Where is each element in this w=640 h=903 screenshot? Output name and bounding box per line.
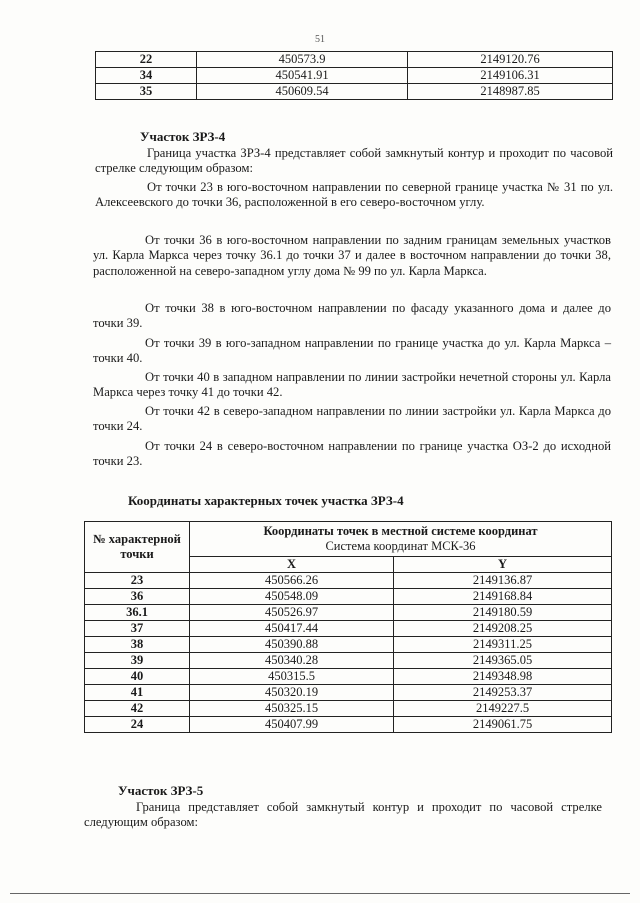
point-cell: 24 — [85, 717, 190, 733]
y-cell: 2149106.31 — [408, 68, 613, 84]
y-cell: 2149311.25 — [394, 637, 612, 653]
table-row — [85, 653, 612, 669]
point-cell: 39 — [85, 653, 190, 669]
y-cell: 2148987.85 — [408, 84, 613, 100]
point-cell: 23 — [85, 573, 190, 589]
table-row — [85, 717, 612, 733]
table-row — [85, 701, 612, 717]
top-coordinates-table — [95, 51, 613, 100]
table-row — [96, 68, 613, 84]
bottom-rule — [10, 893, 630, 894]
point-cell: 41 — [85, 685, 190, 701]
x-cell: 450340.28 — [190, 653, 394, 669]
x-cell: 450541.91 — [197, 68, 408, 84]
table-row — [85, 589, 612, 605]
table-row — [85, 573, 612, 589]
table-row — [85, 637, 612, 653]
paragraph: От точки 38 в юго-восточном направлении по фасаду указанного дома и далее до точки 39. — [93, 301, 611, 331]
table-row — [96, 52, 613, 68]
point-cell: 37 — [85, 621, 190, 637]
table-row — [85, 621, 612, 637]
x-cell: 450315.5 — [190, 669, 394, 685]
point-cell: 36.1 — [85, 605, 190, 621]
y-cell: 2149136.87 — [394, 573, 612, 589]
paragraph: Граница участка ЗРЗ-4 представляет собой замкнутый контур и проходит по часовой стрелке следующим образом: — [95, 146, 613, 176]
x-cell: 450526.97 — [190, 605, 394, 621]
point-cell: 38 — [85, 637, 190, 653]
coordinates-table-title: Координаты характерных точек участка ЗРЗ-4 — [128, 493, 404, 508]
y-cell: 2149180.59 — [394, 605, 612, 621]
coordinates-table — [84, 521, 612, 733]
point-number-header: № характерной точки — [85, 522, 190, 573]
paragraph: От точки 36 в юго-восточном направлении по задним границам земельных участков ул. Карла Маркса через точку 36.1 до точки 37 и далее в восточном направлении до точки 38, расположенной на северо-западном углу дома № 99 по ул. Карла Маркса. — [93, 233, 611, 278]
x-cell: 450390.88 — [190, 637, 394, 653]
y-cell: 2149168.84 — [394, 589, 612, 605]
point-cell: 42 — [85, 701, 190, 717]
coordinates-main-header: Координаты точек в местной системе координат — [263, 524, 538, 538]
y-cell: 2149061.75 — [394, 717, 612, 733]
x-header: X — [190, 557, 394, 573]
y-cell: 2149120.76 — [408, 52, 613, 68]
y-cell: 2149227.5 — [394, 701, 612, 717]
x-cell: 450566.26 — [190, 573, 394, 589]
page-number: 51 — [315, 34, 325, 45]
y-cell: 2149208.25 — [394, 621, 612, 637]
point-cell: 40 — [85, 669, 190, 685]
x-cell: 450573.9 — [197, 52, 408, 68]
paragraph: От точки 40 в западном направлении по линии застройки нечетной стороны ул. Карла Маркса через точку 41 до точки 42. — [93, 370, 611, 400]
y-cell: 2149253.37 — [394, 685, 612, 701]
y-cell: 2149365.05 — [394, 653, 612, 669]
coordinates-header — [190, 522, 612, 557]
section-title-zrz5: Участок ЗРЗ-5 — [118, 783, 204, 798]
point-cell: 34 — [96, 68, 197, 84]
x-cell: 450320.19 — [190, 685, 394, 701]
point-cell: 35 — [96, 84, 197, 100]
table-row — [85, 605, 612, 621]
coordinate-system-header: Система координат МСК-36 — [325, 539, 476, 553]
x-cell: 450548.09 — [190, 589, 394, 605]
table-row — [85, 685, 612, 701]
x-cell: 450417.44 — [190, 621, 394, 637]
table-header-row — [85, 522, 612, 557]
table-row — [96, 84, 613, 100]
paragraph: От точки 39 в юго-западном направлении по границе участка до ул. Карла Маркса – точки 40. — [93, 336, 611, 366]
paragraph: От точки 42 в северо-западном направлении по линии застройки ул. Карла Маркса до точки 24. — [93, 404, 611, 434]
x-cell: 450609.54 — [197, 84, 408, 100]
y-header: Y — [394, 557, 612, 573]
paragraph: От точки 24 в северо-восточном направлении по границе участка ОЗ-2 до исходной точки 23. — [93, 439, 611, 469]
point-cell: 36 — [85, 589, 190, 605]
paragraph: От точки 23 в юго-восточном направлении по северной границе участка № 31 по ул. Алексеевского до точки 36, расположенной в его северо-восточном углу. — [95, 180, 613, 210]
paragraph: Граница представляет собой замкнутый контур и проходит по часовой стрелке следующим образом: — [84, 800, 602, 830]
table-row — [85, 669, 612, 685]
section-title-zrz4: Участок ЗРЗ-4 — [140, 129, 226, 144]
x-cell: 450407.99 — [190, 717, 394, 733]
x-cell: 450325.15 — [190, 701, 394, 717]
point-cell: 22 — [96, 52, 197, 68]
y-cell: 2149348.98 — [394, 669, 612, 685]
